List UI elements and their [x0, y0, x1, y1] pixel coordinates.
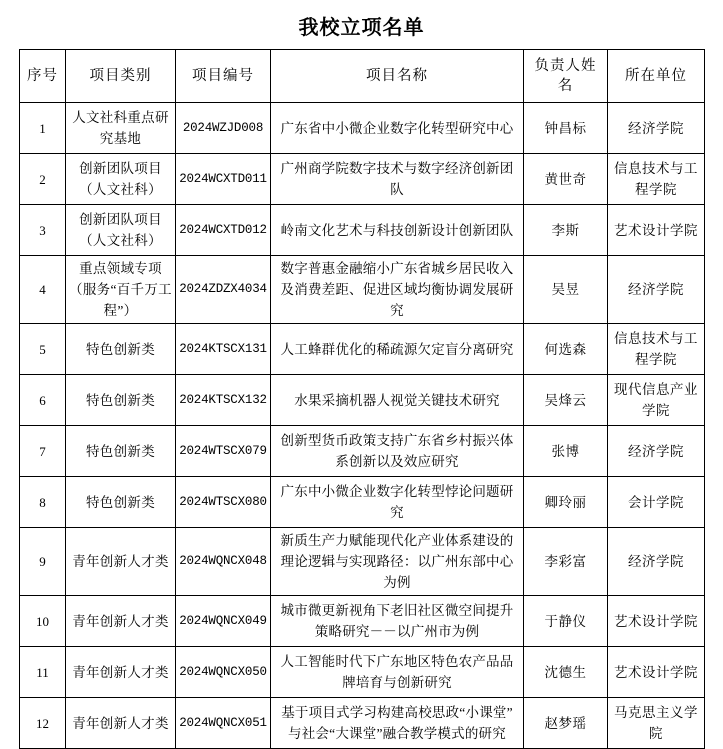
cell-code: 2024WCXTD011 [176, 154, 271, 205]
cell-person: 李斯 [524, 205, 608, 256]
cell-code: 2024WQNCX051 [176, 698, 271, 749]
cell-code: 2024WCXTD012 [176, 205, 271, 256]
cell-name: 数字普惠金融缩小广东省城乡居民收入及消费差距、促进区域均衡协调发展研究 [271, 256, 524, 324]
column-header-index: 序号 [20, 50, 66, 103]
cell-unit: 现代信息产业学院 [608, 375, 705, 426]
cell-person: 吴烽云 [524, 375, 608, 426]
cell-index: 12 [20, 698, 66, 749]
table-row [20, 205, 705, 256]
cell-unit: 艺术设计学院 [608, 205, 705, 256]
cell-category: 青年创新人才类 [66, 647, 176, 698]
project-list-table-container [19, 49, 705, 749]
cell-index: 5 [20, 324, 66, 375]
table-row [20, 324, 705, 375]
cell-name: 城市微更新视角下老旧社区微空间提升策略研究－－以广州市为例 [271, 596, 524, 647]
cell-category: 重点领域专项（服务“百千万工程”） [66, 256, 176, 324]
cell-person: 赵梦瑶 [524, 698, 608, 749]
cell-index: 2 [20, 154, 66, 205]
table-row [20, 103, 705, 154]
table-row [20, 528, 705, 596]
cell-name: 水果采摘机器人视觉关键技术研究 [271, 375, 524, 426]
cell-index: 10 [20, 596, 66, 647]
cell-index: 4 [20, 256, 66, 324]
cell-index: 6 [20, 375, 66, 426]
cell-name: 基于项目式学习构建高校思政“小课堂”与社会“大课堂”融合教学模式的研究 [271, 698, 524, 749]
cell-category: 特色创新类 [66, 324, 176, 375]
table-row [20, 647, 705, 698]
cell-unit: 艺术设计学院 [608, 596, 705, 647]
cell-code: 2024KTSCX131 [176, 324, 271, 375]
cell-index: 9 [20, 528, 66, 596]
column-header-code: 项目编号 [176, 50, 271, 103]
cell-code: 2024WTSCX079 [176, 426, 271, 477]
cell-index: 1 [20, 103, 66, 154]
cell-category: 青年创新人才类 [66, 528, 176, 596]
project-list-table [19, 49, 705, 749]
table-row [20, 426, 705, 477]
cell-category: 青年创新人才类 [66, 596, 176, 647]
cell-code: 2024WQNCX050 [176, 647, 271, 698]
cell-category: 特色创新类 [66, 375, 176, 426]
cell-name: 广州商学院数字技术与数字经济创新团队 [271, 154, 524, 205]
cell-name: 广东中小微企业数字化转型悖论问题研究 [271, 477, 524, 528]
column-header-category: 项目类别 [66, 50, 176, 103]
column-header-name: 项目名称 [271, 50, 524, 103]
table-row [20, 256, 705, 324]
cell-code: 2024ZDZX4034 [176, 256, 271, 324]
cell-code: 2024WQNCX048 [176, 528, 271, 596]
table-header [20, 50, 705, 103]
cell-index: 3 [20, 205, 66, 256]
cell-name: 新质生产力赋能现代化产业体系建设的理论逻辑与实现路径：以广州东部中心为例 [271, 528, 524, 596]
cell-unit: 艺术设计学院 [608, 647, 705, 698]
cell-person: 卿玲丽 [524, 477, 608, 528]
cell-person: 于静仪 [524, 596, 608, 647]
cell-category: 特色创新类 [66, 426, 176, 477]
cell-name: 广东省中小微企业数字化转型研究中心 [271, 103, 524, 154]
cell-unit: 马克思主义学院 [608, 698, 705, 749]
cell-unit: 会计学院 [608, 477, 705, 528]
table-row [20, 154, 705, 205]
cell-category: 特色创新类 [66, 477, 176, 528]
cell-index: 7 [20, 426, 66, 477]
table-row [20, 596, 705, 647]
cell-category: 创新团队项目（人文社科） [66, 205, 176, 256]
table-header-row [20, 50, 705, 103]
page-title: 我校立项名单 [298, 17, 425, 39]
cell-unit: 经济学院 [608, 426, 705, 477]
cell-unit: 信息技术与工程学院 [608, 324, 705, 375]
cell-index: 11 [20, 647, 66, 698]
cell-name: 创新型货币政策支持广东省乡村振兴体系创新以及效应研究 [271, 426, 524, 477]
column-header-person: 负责人姓名 [524, 50, 608, 103]
cell-category: 青年创新人才类 [66, 698, 176, 749]
cell-index: 8 [20, 477, 66, 528]
cell-unit: 经济学院 [608, 256, 705, 324]
table-row [20, 375, 705, 426]
cell-person: 钟昌标 [524, 103, 608, 154]
cell-unit: 经济学院 [608, 528, 705, 596]
cell-person: 张博 [524, 426, 608, 477]
table-row [20, 477, 705, 528]
column-header-unit: 所在单位 [608, 50, 705, 103]
cell-category: 创新团队项目（人文社科） [66, 154, 176, 205]
cell-person: 沈德生 [524, 647, 608, 698]
table-row [20, 698, 705, 749]
cell-code: 2024WZJD008 [176, 103, 271, 154]
cell-code: 2024WTSCX080 [176, 477, 271, 528]
cell-name: 人工智能时代下广东地区特色农产品品牌培育与创新研究 [271, 647, 524, 698]
cell-code: 2024WQNCX049 [176, 596, 271, 647]
cell-name: 岭南文化艺术与科技创新设计创新团队 [271, 205, 524, 256]
cell-category: 人文社科重点研究基地 [66, 103, 176, 154]
cell-unit: 经济学院 [608, 103, 705, 154]
cell-person: 黄世奇 [524, 154, 608, 205]
cell-name: 人工蜂群优化的稀疏源欠定盲分离研究 [271, 324, 524, 375]
table-body [20, 103, 705, 749]
cell-unit: 信息技术与工程学院 [608, 154, 705, 205]
cell-person: 李彩富 [524, 528, 608, 596]
cell-code: 2024KTSCX132 [176, 375, 271, 426]
cell-person: 何选森 [524, 324, 608, 375]
cell-person: 吴昱 [524, 256, 608, 324]
